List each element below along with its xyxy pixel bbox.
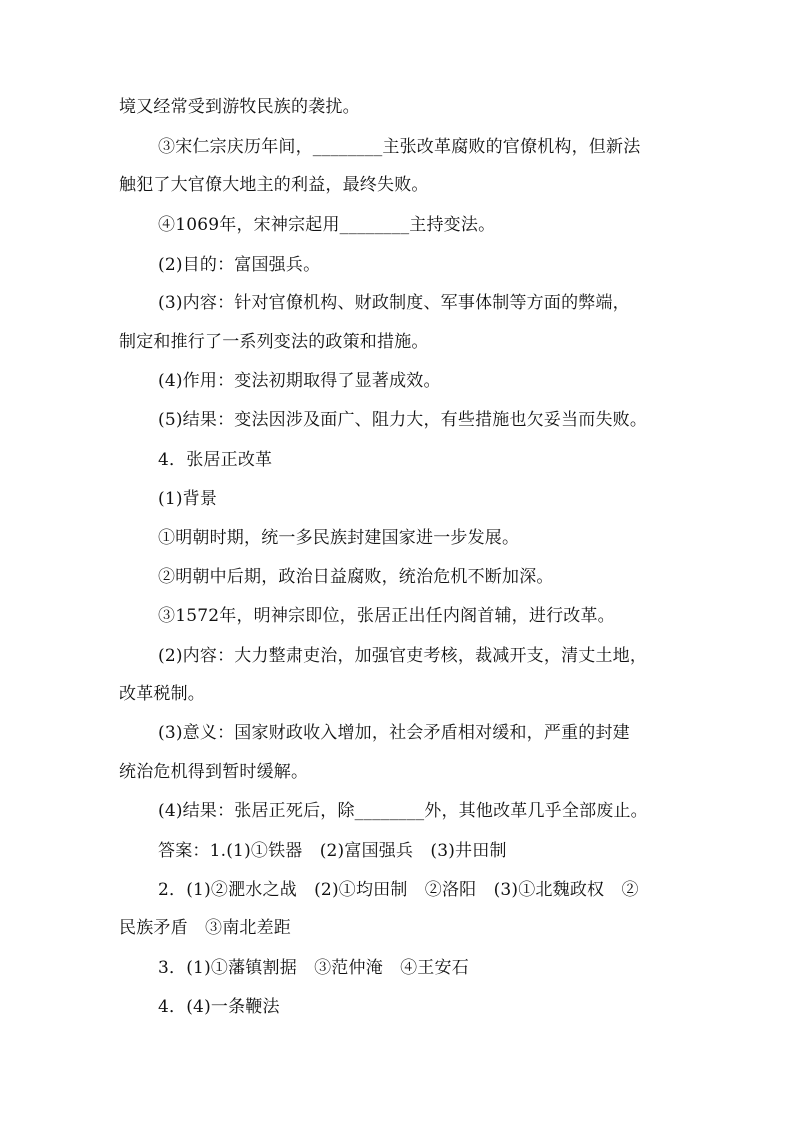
answer-line: 4．(4)一条鞭法 bbox=[158, 997, 280, 1017]
text-line: ③1572年，明神宗即位，张居正出任内阁首辅，进行改革。 bbox=[158, 606, 615, 626]
text-line: (3)意义：国家财政收入增加，社会矛盾相对缓和，严重的封建 bbox=[158, 723, 630, 743]
text-line: (3)内容：针对官僚机构、财政制度、军事体制等方面的弊端， bbox=[158, 293, 630, 313]
text-line: ①明朝时期，统一多民族封建国家进一步发展。 bbox=[158, 528, 520, 548]
text-line: 改革税制。 bbox=[119, 684, 205, 704]
text-line: 制定和推行了一系列变法的政策和措施。 bbox=[119, 332, 429, 352]
text-line: (2)内容：大力整肃吏治，加强官吏考核，裁减开支，清丈土地， bbox=[158, 646, 648, 666]
section-heading: 4．张居正改革 bbox=[158, 450, 273, 470]
answer-line: 3．(1)①藩镇割据 ③范仲淹 ④王安石 bbox=[158, 958, 469, 978]
text-line: 触犯了大官僚大地主的利益，最终失败。 bbox=[119, 175, 429, 195]
text-line: (4)作用：变法初期取得了显著成效。 bbox=[158, 371, 441, 391]
text-line: ②明朝中后期，政治日益腐败，统治危机不断加深。 bbox=[158, 567, 554, 587]
text-line: ④1069年，宋神宗起用________主持变法。 bbox=[158, 215, 496, 235]
answer-line: 民族矛盾 ③南北差距 bbox=[119, 918, 291, 938]
answer-line: 2．(1)②淝水之战 (2)①均田制 ②洛阳 (3)①北魏政权 ② bbox=[158, 880, 639, 900]
text-line: (4)结果：张居正死后，除________外，其他改革几乎全部废止。 bbox=[158, 801, 648, 821]
text-line: (2)目的：富国强兵。 bbox=[158, 255, 321, 275]
text-line: (5)结果：变法因涉及面广、阻力大，有些措施也欠妥当而失败。 bbox=[158, 410, 648, 430]
text-line: (1)背景 bbox=[158, 489, 218, 509]
text-line: ③宋仁宗庆历年间，________主张改革腐败的官僚机构，但新法 bbox=[158, 137, 641, 157]
text-line: 统治危机得到暂时缓解。 bbox=[119, 762, 309, 782]
text-line: 境又经常受到游牧民族的袭扰。 bbox=[119, 97, 360, 117]
answer-line: 答案：1.(1)①铁器 (2)富国强兵 (3)井田制 bbox=[158, 841, 507, 861]
